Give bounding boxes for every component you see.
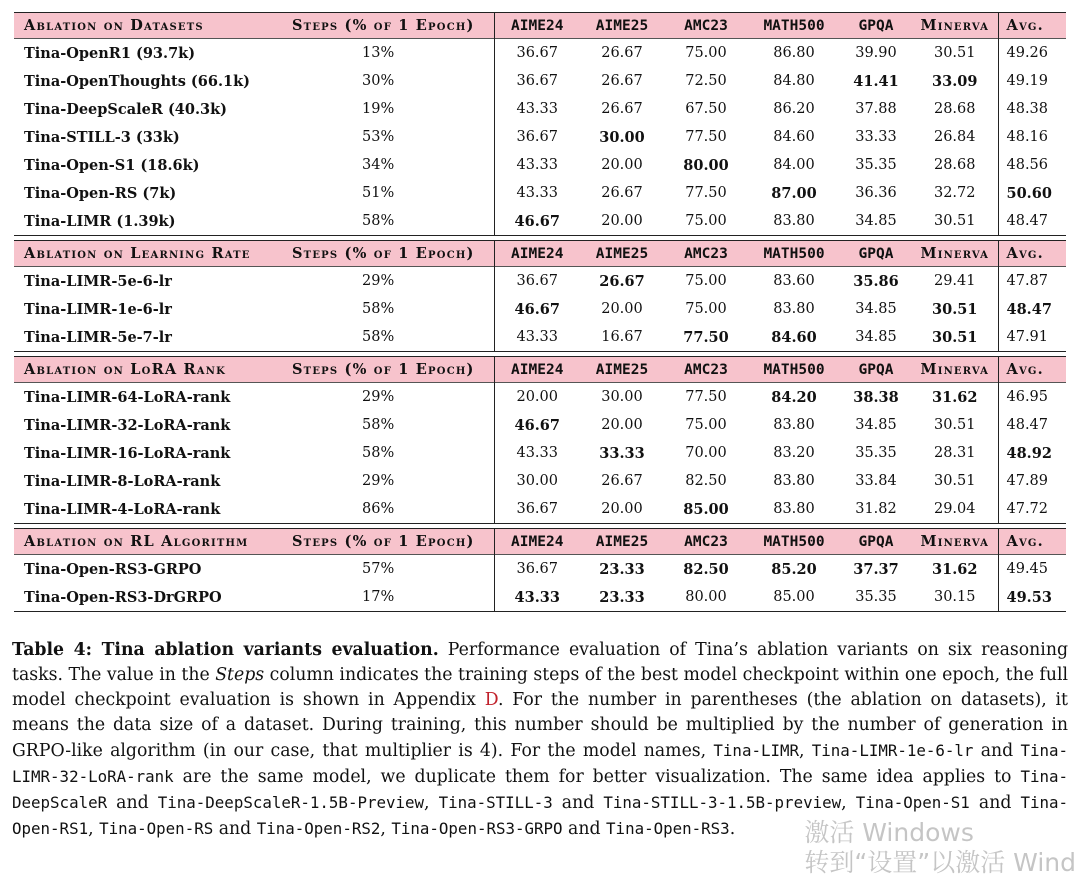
model-name-cell: Tina-Open-S1 (18.6k) [24,156,200,174]
average-cell: 48.47 [998,295,1066,323]
score-cell: 33.09 [932,72,978,90]
caption-text: are the same model, we duplicate them for better visualization. The same idea applies to [173,767,1021,787]
steps-cell: 53% [362,129,395,145]
steps-cell: 19% [362,101,395,117]
score-cell: 86.20 [773,101,815,117]
score-cell: 83.80 [773,301,815,317]
score-cell: 30.15 [933,589,976,605]
score-cell: 20.00 [601,501,643,517]
column-header: AMC23 [664,529,748,555]
score-cell: 35.86 [853,272,899,290]
score-cell: 75.00 [685,417,727,433]
score-cell: 29.04 [933,501,976,517]
score-cell: 86.80 [773,45,815,61]
table-row [14,151,1066,179]
caption-model-name: Tina-DeepScaleR [12,767,1068,812]
score-cell: 20.00 [601,157,643,173]
model-name-cell: Tina-LIMR-8-LoRA-rank [24,472,221,490]
table-row [14,39,1066,68]
column-header: Avg. [998,241,1066,267]
caption-text: column indicates the training steps of the best model checkpoint within one epoch, the full model checkpoint evaluation is shown in Appendix [12,665,1069,710]
column-header: GPQA [840,13,912,39]
score-cell: 20.00 [601,301,643,317]
column-header: GPQA [840,529,912,555]
steps-cell: 58% [362,301,395,317]
model-name-cell: Tina-LIMR-5e-7-lr [24,328,172,346]
caption-model-name: Tina-Open-S1 [855,793,970,812]
table-row [14,383,1066,412]
model-name-cell: Tina-OpenThoughts (66.1k) [24,72,251,90]
table-row [14,411,1066,439]
score-cell: 30.51 [933,417,976,433]
model-name-cell: Tina-Open-RS3-DrGRPO [24,588,222,606]
score-cell: 84.80 [773,73,815,89]
score-cell: 43.33 [494,151,580,179]
score-cell: 38.38 [853,388,899,406]
score-cell: 37.88 [855,101,897,117]
score-cell: 43.33 [494,439,580,467]
table-row [14,95,1066,123]
model-name-cell: Tina-LIMR-64-LoRA-rank [24,388,231,406]
column-header: GPQA [840,241,912,267]
steps-cell: 30% [362,73,395,89]
score-cell: 30.51 [933,45,976,61]
caption-model-name: Tina-Open-RS2 [256,819,381,838]
score-cell: 23.33 [599,560,645,578]
model-name-cell: Tina-STILL-3 (33k) [24,128,180,146]
score-cell: 36.67 [494,123,580,151]
score-cell: 83.80 [773,501,815,517]
watermark-line: 转到“设置”以激活 Wind [804,848,1076,877]
score-cell: 80.00 [685,589,727,605]
watermark-line: 激活 Windows [804,818,974,847]
table-row [14,583,1066,612]
score-cell: 35.35 [855,445,897,461]
score-cell: 30.51 [932,300,978,318]
score-cell: 33.84 [855,473,897,489]
score-cell: 20.00 [601,213,643,229]
table-caption [12,638,1068,842]
steps-cell: 13% [362,45,395,61]
score-cell: 33.33 [855,129,897,145]
score-cell: 43.33 [494,95,580,123]
column-header: AMC23 [664,241,748,267]
column-header: Avg. [998,13,1066,39]
column-header: GPQA [840,357,912,383]
score-cell: 82.50 [685,473,727,489]
average-cell: 48.47 [998,207,1066,236]
caption-text: and [107,793,158,813]
score-cell: 35.35 [855,589,897,605]
column-header: Minerva [912,13,998,39]
column-header: AIME24 [494,529,580,555]
score-cell: 28.68 [933,101,976,117]
caption-text: and [552,793,604,813]
score-cell: 30.00 [494,467,580,495]
score-cell: 30.00 [601,389,643,405]
model-name-cell: Tina-Open-RS3-GRPO [24,560,202,578]
column-header: Minerva [912,529,998,555]
score-cell: 20.00 [494,383,580,412]
score-cell: 43.33 [494,179,580,207]
score-cell: 26.67 [601,45,643,61]
group-header-row [14,13,1066,39]
score-cell: 84.00 [773,157,815,173]
score-cell: 77.50 [685,185,727,201]
score-cell: 30.51 [932,328,978,346]
score-cell: 32.72 [933,185,976,201]
average-cell: 48.47 [998,411,1066,439]
column-header: AMC23 [664,13,748,39]
average-cell: 50.60 [998,179,1066,207]
model-name-cell: Tina-LIMR-4-LoRA-rank [24,500,221,518]
average-cell: 47.72 [998,495,1066,524]
caption-model-name: Tina-LIMR [713,741,800,760]
caption-text: , [380,819,392,839]
caption-text: and [562,819,607,839]
results-table-container [14,12,1066,612]
caption-model-name: Tina-Open-RS [99,819,214,838]
steps-cell: 58% [362,329,395,345]
group-header-row [14,529,1066,555]
score-cell: 87.00 [771,184,817,202]
average-cell: 48.16 [998,123,1066,151]
score-cell: 28.68 [933,157,976,173]
score-cell: 75.00 [685,213,727,229]
caption-steps-word: Steps [215,665,265,685]
score-cell: 75.00 [685,301,727,317]
table-row [14,123,1066,151]
group-title: Ablation on Learning Rate [14,241,282,267]
score-cell: 34.85 [855,417,897,433]
ablation-results-table [14,12,1066,612]
score-cell: 85.00 [683,500,729,518]
score-cell: 77.50 [685,129,727,145]
steps-cell: 29% [362,473,395,489]
score-cell: 83.20 [773,445,815,461]
score-cell: 31.62 [932,560,978,578]
score-cell: 36.67 [494,67,580,95]
score-cell: 26.67 [601,101,643,117]
caption-model-name: Tina-LIMR-32-LoRA-rank [12,741,1068,786]
column-header: AIME25 [580,529,664,555]
column-header: AIME25 [580,241,664,267]
average-cell: 49.26 [998,39,1066,68]
model-name-cell: Tina-LIMR-1e-6-lr [24,300,172,318]
score-cell: 34.85 [855,213,897,229]
table-row [14,467,1066,495]
steps-cell: 29% [362,389,395,405]
column-header: Avg. [998,529,1066,555]
score-cell: 70.00 [685,445,727,461]
score-cell: 83.80 [773,213,815,229]
table-row [14,267,1066,296]
score-cell: 41.41 [853,72,899,90]
group-title: Ablation on Datasets [14,13,282,39]
score-cell: 35.35 [855,157,897,173]
score-cell: 29.41 [933,273,976,289]
score-cell: 31.82 [855,501,897,517]
score-cell: 77.50 [685,389,727,405]
average-cell: 48.56 [998,151,1066,179]
average-cell: 48.92 [998,439,1066,467]
score-cell: 82.50 [683,560,729,578]
score-cell: 33.33 [599,444,645,462]
steps-cell: 57% [362,561,395,577]
score-cell: 83.80 [773,473,815,489]
score-cell: 83.60 [773,273,815,289]
score-cell: 30.51 [933,473,976,489]
steps-cell: 17% [362,589,395,605]
caption-text: , [88,819,100,839]
average-cell: 47.91 [998,323,1066,352]
score-cell: 16.67 [601,329,643,345]
score-cell: 75.00 [685,45,727,61]
score-cell: 46.67 [494,295,580,323]
score-cell: 36.36 [855,185,897,201]
score-cell: 20.00 [601,417,643,433]
score-cell: 84.20 [771,388,817,406]
score-cell: 23.33 [599,588,645,606]
average-cell: 49.53 [998,583,1066,612]
score-cell: 26.67 [601,185,643,201]
caption-model-name: Tina-LIMR-1e-6-lr [811,741,974,760]
score-cell: 34.85 [855,329,897,345]
model-name-cell: Tina-DeepScaleR (40.3k) [24,100,228,118]
column-header: Steps (% of 1 Epoch) [282,241,494,267]
column-header: AMC23 [664,357,748,383]
column-header: MATH500 [748,13,840,39]
average-cell: 48.38 [998,95,1066,123]
caption-text: . [729,819,736,839]
score-cell: 26.67 [601,73,643,89]
table-row [14,179,1066,207]
score-cell: 36.67 [494,555,580,584]
score-cell: 72.50 [685,73,727,89]
table-body [14,13,1066,612]
model-name-cell: Tina-LIMR-16-LoRA-rank [24,444,231,462]
steps-cell: 86% [362,501,395,517]
caption-model-name: Tina-Open-RS3-GRPO [391,819,563,838]
score-cell: 36.67 [494,495,580,524]
model-name-cell: Tina-LIMR (1.39k) [24,212,176,230]
score-cell: 30.51 [933,213,976,229]
score-cell: 31.62 [932,388,978,406]
column-header: MATH500 [748,241,840,267]
score-cell: 84.60 [771,328,817,346]
model-name-cell: Tina-OpenR1 (93.7k) [24,44,196,62]
score-cell: 26.67 [601,473,643,489]
caption-model-name: Tina-Open-RS3 [606,819,730,838]
score-cell: 43.33 [494,583,580,612]
score-cell: 85.20 [771,560,817,578]
group-header-row [14,241,1066,267]
group-title: Ablation on LoRA Rank [14,357,282,383]
average-cell: 47.89 [998,467,1066,495]
steps-cell: 58% [362,417,395,433]
caption-text: Performance evaluation of Tina’s ablation variants on six reasoning tasks. The value in the [12,640,1069,685]
steps-cell: 34% [362,157,395,173]
score-cell: 83.80 [773,417,815,433]
column-header: MATH500 [748,529,840,555]
model-name-cell: Tina-LIMR-5e-6-lr [24,272,172,290]
column-header: AIME24 [494,357,580,383]
score-cell: 36.67 [494,267,580,296]
score-cell: 46.67 [494,207,580,236]
caption-text: , [424,793,439,813]
score-cell: 36.67 [494,39,580,68]
column-header: Steps (% of 1 Epoch) [282,357,494,383]
steps-cell: 51% [362,185,395,201]
group-title: Ablation on RL Algorithm [14,529,282,555]
column-header: Avg. [998,357,1066,383]
caption-text: , [841,793,856,813]
caption-label: Table 4: Tina ablation variants evaluation. [12,640,439,660]
caption-text: . For the number in parentheses (the ablation on datasets), it means the data size of a dataset. During training, this number should be multiplied by the number of generation in GRPO-like algorithm (in our case, that multiplier is 4). For the model names, [12,690,1069,761]
score-cell: 30.00 [599,128,645,146]
score-cell: 26.67 [599,272,645,290]
score-cell: 85.00 [773,589,815,605]
caption-text: , [799,741,812,761]
column-header: Steps (% of 1 Epoch) [282,13,494,39]
average-cell: 47.87 [998,267,1066,296]
average-cell: 49.45 [998,555,1066,584]
model-name-cell: Tina-Open-RS (7k) [24,184,177,202]
score-cell: 77.50 [683,328,729,346]
column-header: AIME24 [494,241,580,267]
score-cell: 34.85 [855,301,897,317]
caption-text: and [969,793,1021,813]
score-cell: 39.90 [855,45,897,61]
score-cell: 28.31 [933,445,976,461]
score-cell: 67.50 [685,101,727,117]
column-header: AIME24 [494,13,580,39]
average-cell: 49.19 [998,67,1066,95]
model-name-cell: Tina-LIMR-32-LoRA-rank [24,416,231,434]
table-row [14,323,1066,352]
score-cell: 43.33 [494,323,580,352]
caption-model-name: Tina-Open-RS1 [12,793,1069,838]
caption-model-name: Tina-STILL-3 [438,793,553,812]
table-row [14,555,1066,584]
column-header: Minerva [912,357,998,383]
caption-model-name: Tina-STILL-3-1.5B-preview [603,793,842,812]
caption-model-name: Tina-DeepScaleR-1.5B-Preview [157,793,425,812]
score-cell: 75.00 [685,273,727,289]
table-row [14,439,1066,467]
steps-cell: 29% [362,273,395,289]
steps-cell: 58% [362,213,395,229]
table-row [14,207,1066,236]
score-cell: 46.67 [494,411,580,439]
column-header: AIME25 [580,357,664,383]
appendix-link[interactable]: D [484,690,498,710]
table-row [14,495,1066,524]
score-cell: 26.84 [933,129,976,145]
group-header-row [14,357,1066,383]
caption-text: and [213,819,257,839]
table-row [14,295,1066,323]
column-header: MATH500 [748,357,840,383]
average-cell: 46.95 [998,383,1066,412]
table-row [14,67,1066,95]
column-header: Minerva [912,241,998,267]
score-cell: 84.60 [773,129,815,145]
score-cell: 37.37 [853,560,899,578]
steps-cell: 58% [362,445,395,461]
column-header: AIME25 [580,13,664,39]
score-cell: 80.00 [683,156,729,174]
column-header: Steps (% of 1 Epoch) [282,529,494,555]
caption-text: and [973,741,1021,761]
